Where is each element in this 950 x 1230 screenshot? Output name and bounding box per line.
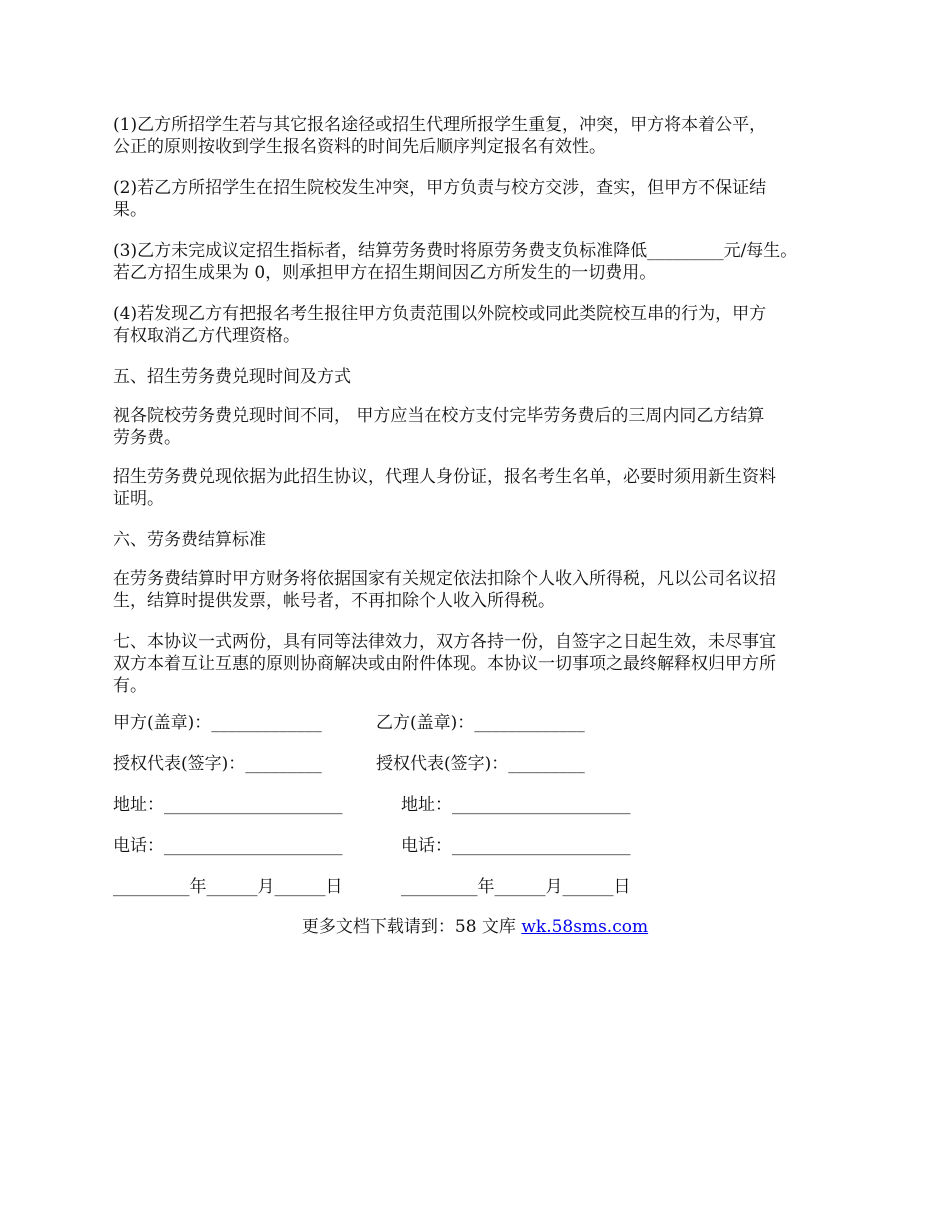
section-7-para-line-2: 双方本着互让互惠的原则协商解决或由附件体现。本协议一切事项之最终解释权归甲方所: [113, 654, 776, 674]
clause-1-line-1: (1)乙方所招学生若与其它报名途径或招生代理所报学生重复，冲突，甲方将本着公平，: [113, 115, 767, 135]
section-5-para-2-line-2: 证明。: [113, 489, 164, 509]
section-5-para-2: [113, 466, 853, 510]
download-footer: [0, 916, 950, 938]
section-7-para-line-1: 七、本协议一式两份，具有同等法律效力，双方各持一份，自签字之日起生效，未尽事宜: [113, 632, 776, 652]
clause-4: [113, 303, 853, 347]
section-5-heading: [113, 366, 853, 388]
clause-4-line-2: 有权取消乙方代理资格。: [113, 326, 300, 346]
party-a-seal-field: 甲方(盖章)：_____________: [113, 713, 322, 733]
section-5-para-1-line-2: 劳务费。: [113, 428, 181, 448]
footer-prefix: 更多文档下载请到：58 文库: [301, 917, 522, 937]
clause-4-line-1: (4)若发现乙方有把报名考生报往甲方负责范围以外院校或同此类院校互串的行为，甲方: [113, 304, 767, 324]
section-6-para-line-2: 生，结算时提供发票，帐号者，不再扣除个人收入所得税。: [113, 591, 555, 611]
section-6-heading-text: 六、劳务费结算标准: [113, 530, 266, 550]
party-a-address-field: 地址：_____________________: [113, 795, 343, 815]
party-b-phone-field: 电话：_____________________: [401, 836, 631, 856]
section-5-para-1: [113, 405, 853, 449]
clause-3-line-2: 若乙方招生成果为 0，则承担甲方在招生期间因乙方所发生的一切费用。: [113, 263, 657, 283]
section-7-para: [113, 631, 853, 697]
clause-2-line-2: 果。: [113, 200, 147, 220]
party-b-date-field: _________年______月______日: [401, 877, 631, 897]
clause-2-line-1: (2)若乙方所招学生在招生院校发生冲突，甲方负责与校方交涉，查实，但甲方不保证结: [113, 178, 767, 198]
party-a-representative-field: 授权代表(签字)：_________: [113, 754, 322, 774]
section-5-para-1-line-1: 视各院校劳务费兑现时间不同， 甲方应当在校方支付完毕劳务费后的三周内同乙方结算: [113, 406, 765, 426]
section-6-heading: [113, 529, 853, 551]
footer-link[interactable]: wk.58sms.com: [521, 917, 649, 937]
party-a-date-field: _________年______月______日: [113, 877, 343, 897]
clause-2: [113, 177, 853, 221]
section-7-para-line-3: 有。: [113, 676, 147, 696]
party-b-seal-field: 乙方(盖章)：_____________: [376, 713, 585, 733]
clause-3: [113, 240, 853, 284]
party-b-representative-field: 授权代表(签字)：_________: [376, 754, 585, 774]
party-b-address-field: 地址：_____________________: [401, 795, 631, 815]
clause-1: [113, 114, 853, 158]
section-5-para-2-line-1: 招生劳务费兑现依据为此招生协议，代理人身份证，报名考生名单，必要时须用新生资料: [113, 467, 776, 487]
section-5-heading-text: 五、招生劳务费兑现时间及方式: [113, 367, 351, 387]
section-6-para: [113, 568, 853, 612]
clause-1-line-2: 公正的原则按收到学生报名资料的时间先后顺序判定报名有效性。: [113, 137, 606, 157]
party-a-phone-field: 电话：_____________________: [113, 836, 343, 856]
section-6-para-line-1: 在劳务费结算时甲方财务将依据国家有关规定依法扣除个人收入所得税，凡以公司名议招: [113, 569, 776, 589]
clause-3-line-1: (3)乙方未完成议定招生指标者，结算劳务费时将原劳务费支负标准降低_________元/每生。: [113, 241, 798, 261]
